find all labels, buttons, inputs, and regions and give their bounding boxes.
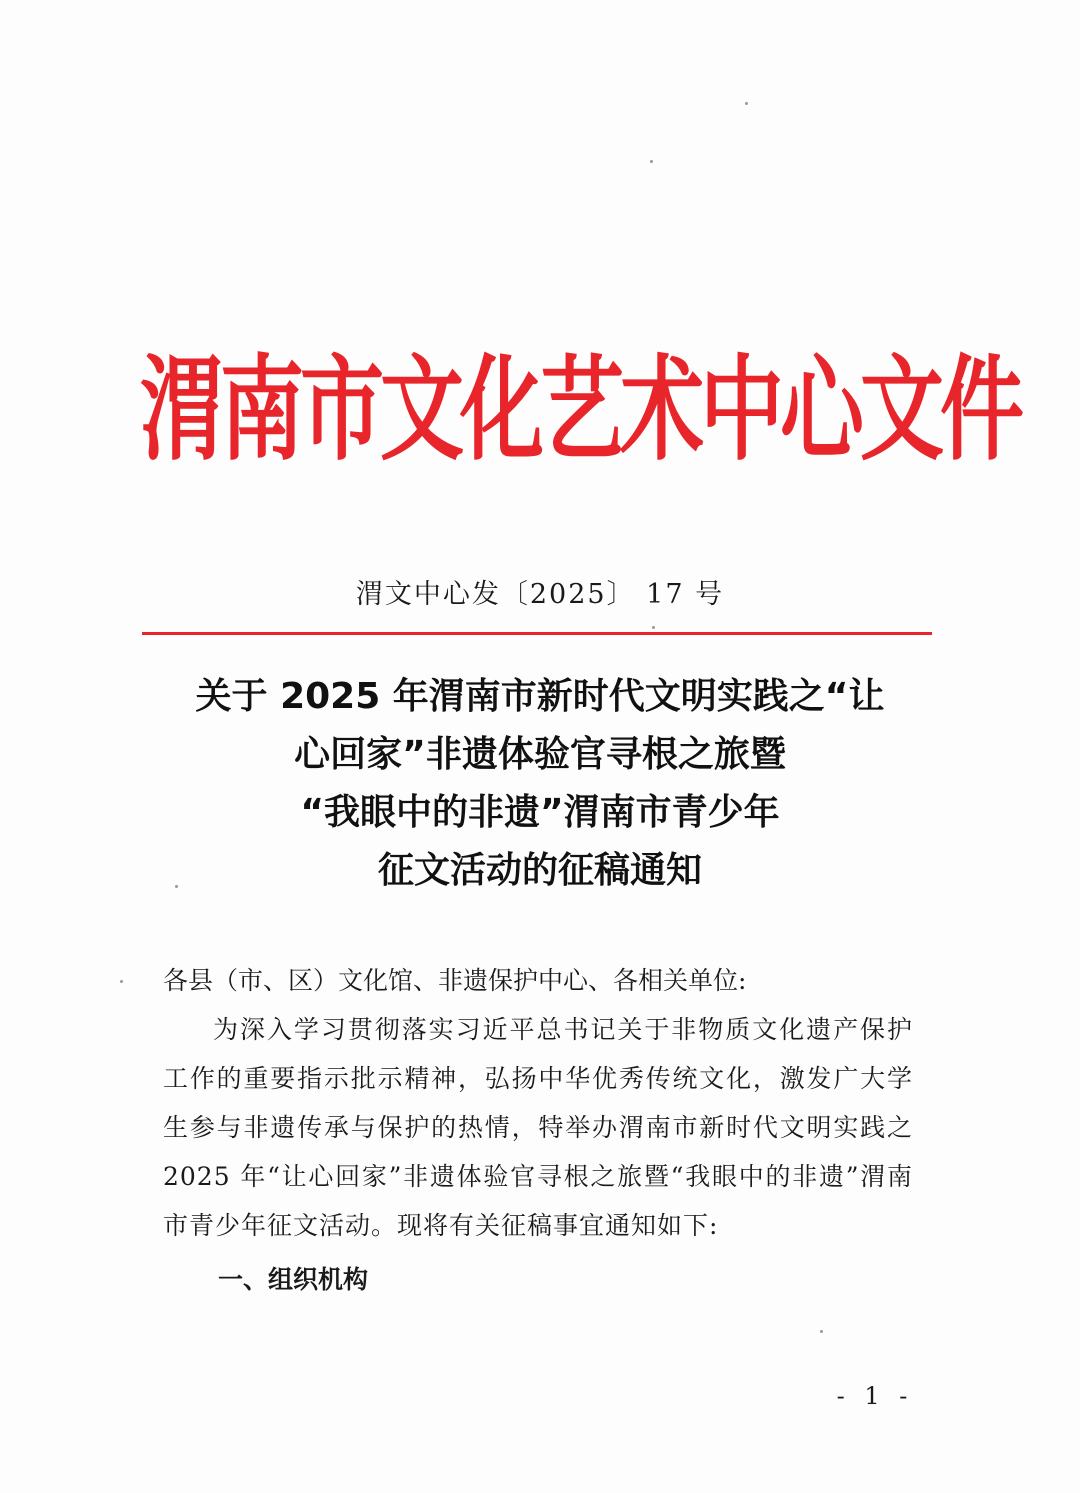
intro-paragraph: 为深入学习贯彻落实习近平总书记关于非物质文化遗产保护工作的重要指示批示精神，弘扬中华优秀传统文化，激发广大学生参与非遗传承与保护的热情，特举办渭南市新时代文明实践之 2025 年“让心回家”非遗体验官寻根之旅暨“我眼中的非遗”渭南市青少年征文活动。现将有关征稿事宜通知如下:	[163, 1015, 913, 1240]
title-line-1: 关于 2025 年渭南市新时代文明实践之“让	[195, 676, 885, 717]
section-heading: 一、组织机构	[218, 1265, 369, 1294]
salutation: 各县（市、区）文化馆、非遗保护中心、各相关单位:	[163, 966, 747, 995]
scan-speck	[820, 1330, 823, 1333]
masthead-title: 渭南市文化艺术中心文件	[140, 343, 1021, 477]
title-line-3: “我眼中的非遗”渭南市青少年	[300, 792, 780, 833]
title-line-4: 征文活动的征稿通知	[377, 850, 702, 891]
page-number: - 1 -	[836, 1382, 914, 1410]
scan-speck	[650, 160, 653, 163]
scan-speck	[745, 102, 748, 105]
scan-speck	[652, 626, 655, 629]
red-divider-line	[142, 632, 932, 635]
title-line-2: 心回家”非遗体验官寻根之旅暨	[294, 734, 786, 775]
document-number: 渭文中心发〔2025〕 17 号	[355, 579, 725, 610]
notice-title	[150, 668, 930, 900]
scan-speck	[120, 980, 123, 983]
body-text	[163, 956, 913, 1310]
